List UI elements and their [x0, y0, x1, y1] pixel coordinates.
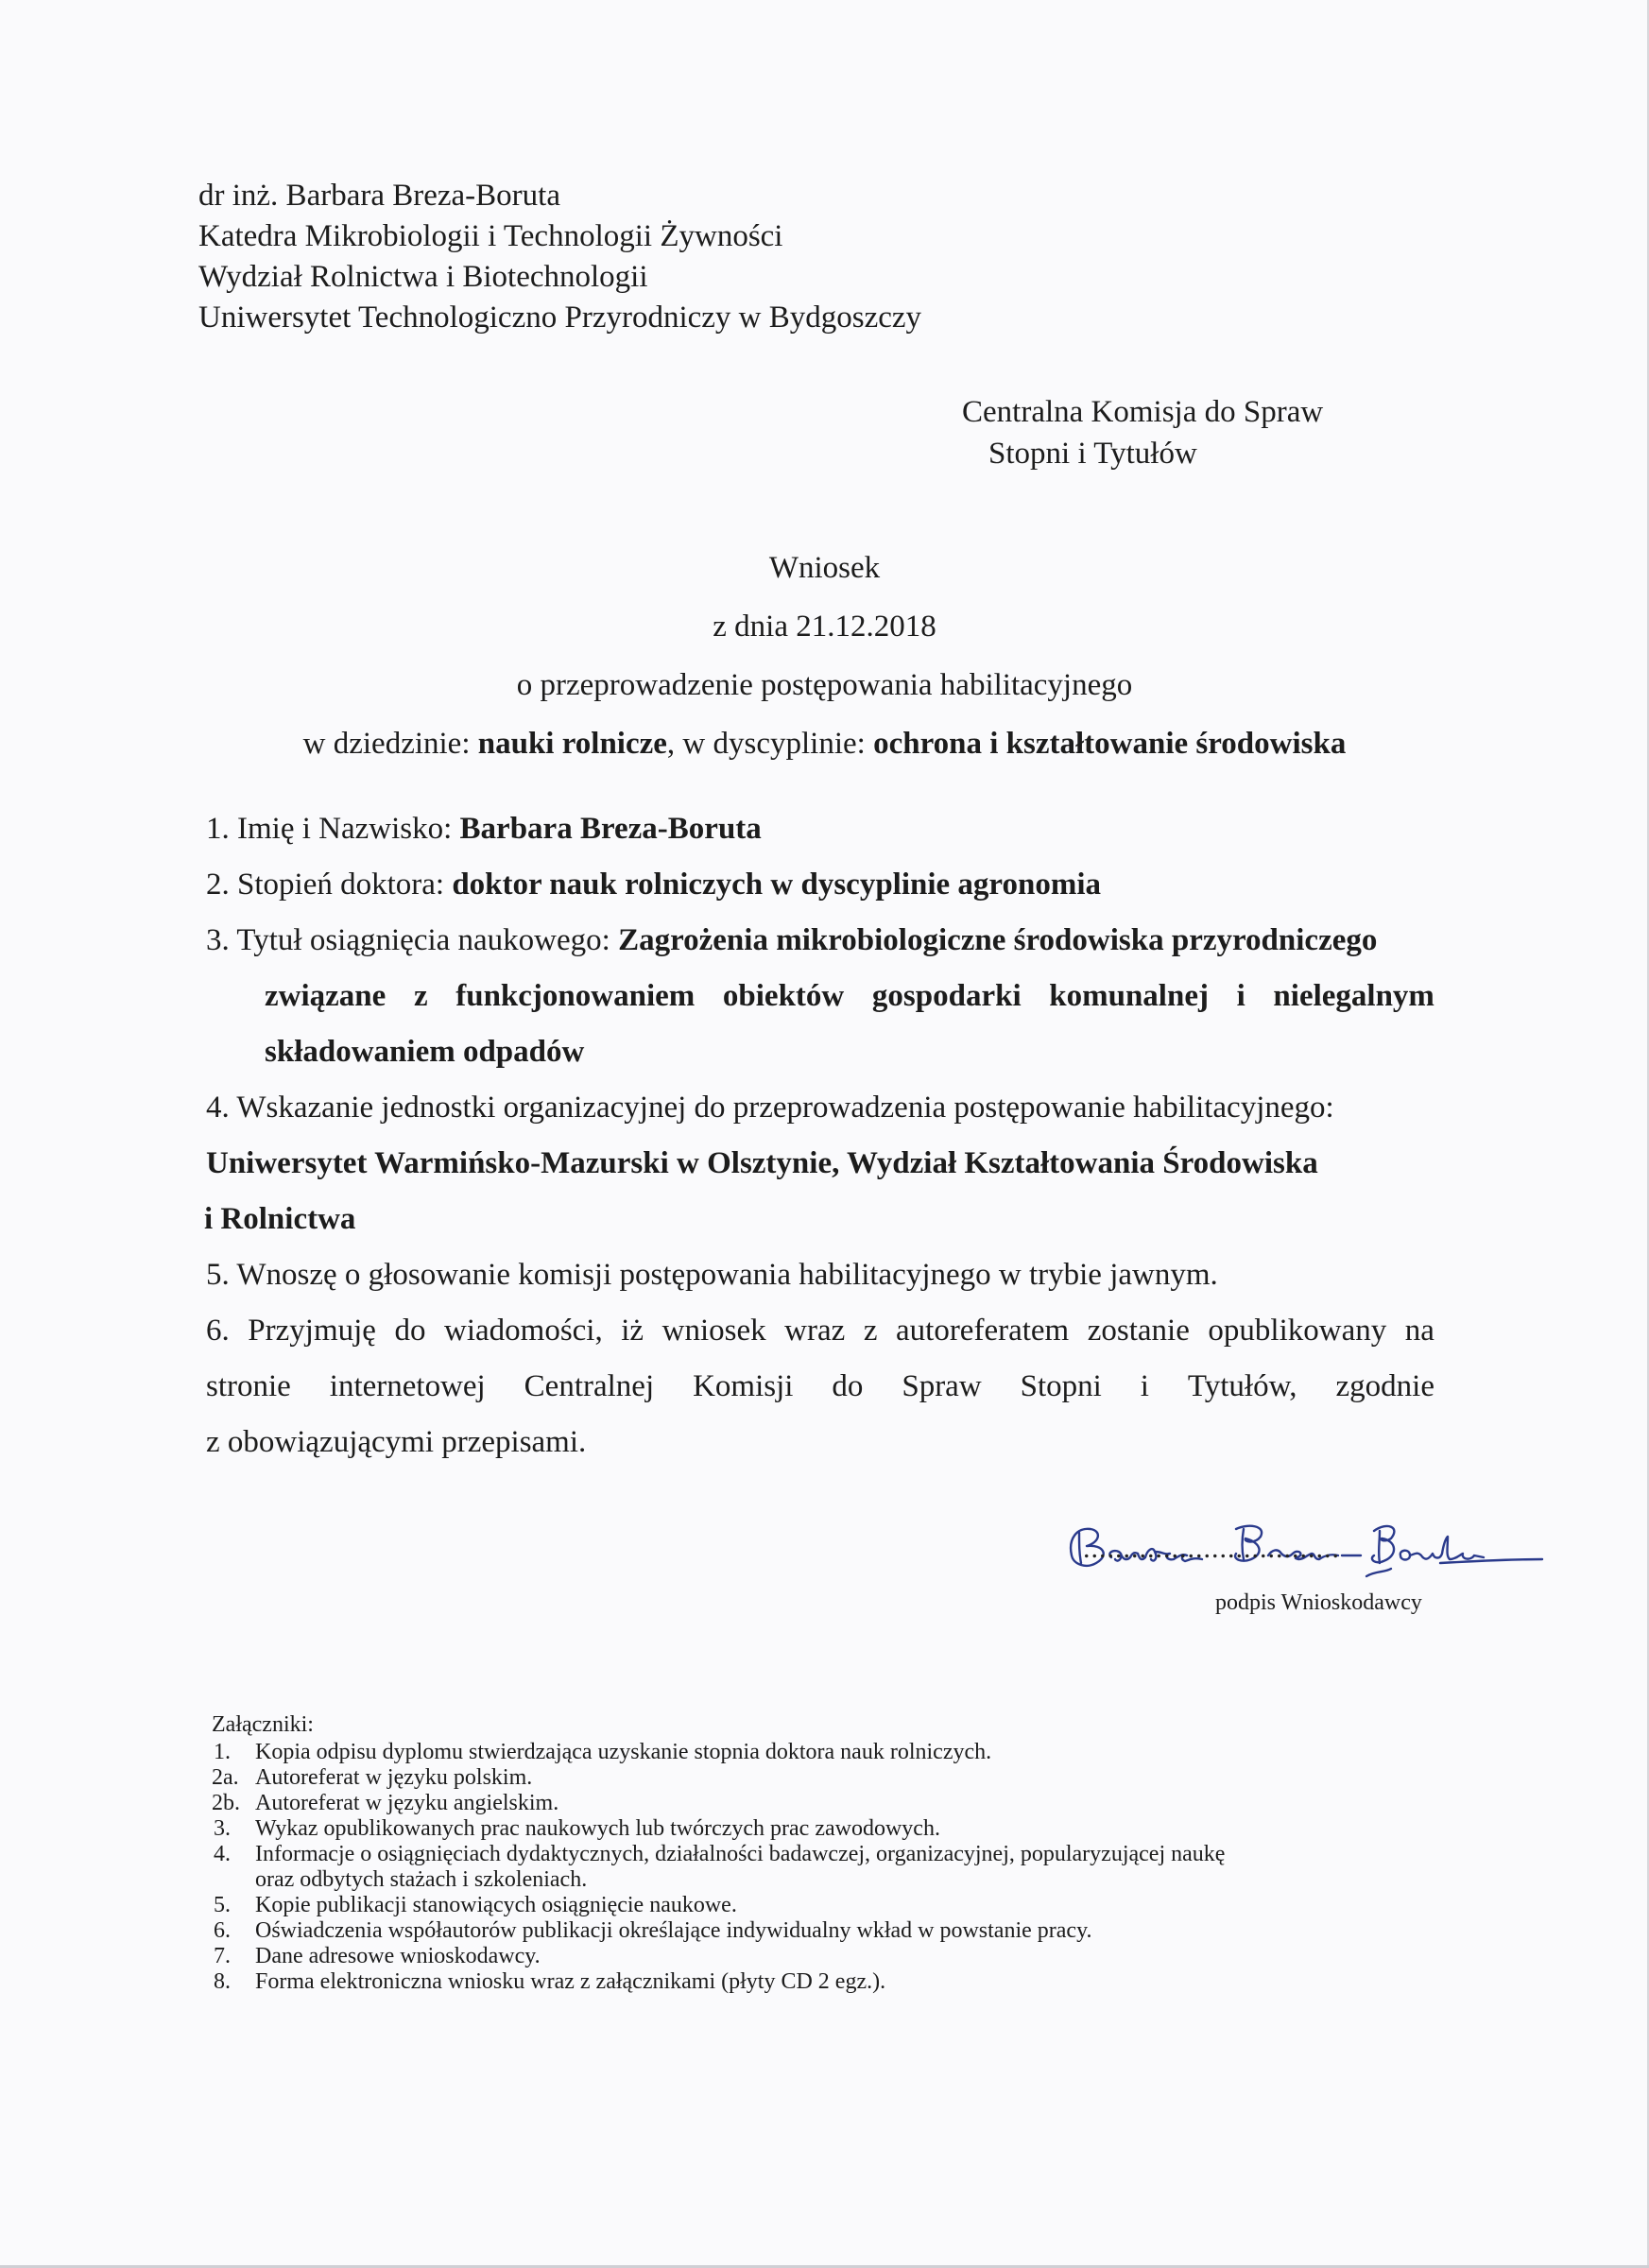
item-6-line-3: z obowiązującymi przepisami. [206, 1425, 587, 1459]
document-heading: Wniosek [768, 551, 881, 585]
sender-university: Uniwersytet Technologiczno Przyrodniczy w Bydgoszczy [198, 301, 922, 335]
word: i [1236, 979, 1245, 1013]
field-prefix: w dziedzinie: [302, 727, 478, 761]
item-3-value-line-2 [265, 969, 1434, 1024]
item-3-line-2 [206, 969, 1434, 1024]
item-3 [206, 913, 1434, 969]
attachment-text: Kopie publikacji stanowiących osiągnięcie naukowe. [255, 1893, 737, 1917]
attachment-number: 3. [214, 1816, 231, 1841]
item-4-value-line-2 [204, 1192, 1434, 1247]
document-subject: o przeprowadzenie postępowania habilitacyjnego [516, 668, 1133, 702]
word: Centralnej [524, 1369, 655, 1403]
addressee-line-1: Centralna Komisja do Spraw [962, 395, 1324, 429]
attachments-block [212, 1712, 1469, 1995]
attachment-text-line-1: Informacje o osiągnięciach dydaktycznych, działalności badawczej, organizacyjnej, popularyzującej naukę [255, 1842, 1226, 1866]
word: zgodnie [1335, 1369, 1434, 1403]
item-3-value-line-1: Zagrożenia mikrobiologiczne środowiska przyrodniczego [618, 923, 1378, 957]
attachment-item [212, 1816, 1469, 1842]
item-6-line-2 [206, 1359, 1434, 1415]
item-2-label: 2. Stopień doktora: [206, 868, 453, 902]
word: związane [265, 979, 386, 1013]
attachment-item [212, 1740, 1469, 1765]
attachment-item [212, 1969, 1469, 1995]
word: i [1140, 1369, 1149, 1403]
attachment-item [212, 1944, 1469, 1969]
word: iż [621, 1314, 644, 1348]
word: Spraw [902, 1369, 982, 1403]
word: opublikowany [1208, 1314, 1387, 1348]
word: z [413, 979, 428, 1013]
attachment-text: Autoreferat w języku angielskim. [255, 1791, 559, 1815]
attachment-text-line-2: oraz odbytych stażach i szkoleniach. [255, 1867, 588, 1892]
item-1-label: 1. Imię i Nazwisko: [206, 812, 460, 846]
attachment-number: 6. [214, 1918, 231, 1943]
discipline-value: ochrona i kształtowanie środowiska [873, 727, 1347, 761]
attachment-text: Oświadczenia współautorów publikacji określające indywidualny wkład w powstanie pracy. [255, 1918, 1092, 1943]
word: na [1404, 1314, 1434, 1348]
addressee-line-2: Stopni i Tytułów [988, 437, 1197, 471]
item-6-line-1 [206, 1303, 1434, 1359]
word: Komisji [693, 1369, 794, 1403]
item-1 [206, 801, 1434, 857]
sender-block [198, 176, 921, 338]
field-value: nauki rolnicze [477, 727, 667, 761]
attachment-item [212, 1918, 1469, 1944]
attachment-item [212, 1893, 1469, 1918]
document-date: z dnia 21.12.2018 [713, 610, 936, 644]
item-4-value-line-1 [206, 1136, 1434, 1192]
word: wraz [784, 1314, 846, 1348]
word: autoreferatem [896, 1314, 1070, 1348]
sender-department: Katedra Mikrobiologii i Technologii Żywności [198, 219, 783, 253]
item-1-value: Barbara Breza-Boruta [459, 812, 762, 846]
word: do [832, 1369, 864, 1403]
word: komunalnej [1049, 979, 1209, 1013]
attachment-text: Kopia odpisu dyplomu stwierdzająca uzyskanie stopnia doktora nauk rolniczych. [255, 1740, 992, 1764]
item-4-unit-cont: i Rolnictwa [204, 1202, 356, 1236]
attachment-text: Dane adresowe wnioskodawcy. [255, 1944, 541, 1968]
word: obiektów [722, 979, 845, 1013]
item-2 [206, 857, 1434, 913]
word: Tytułów, [1187, 1369, 1297, 1403]
word: internetowej [329, 1369, 486, 1403]
field-and-discipline [0, 714, 1649, 773]
application-items [206, 801, 1434, 1470]
word: 6. [206, 1314, 230, 1348]
attachment-number: 1. [214, 1740, 231, 1764]
item-3-value-line-3: składowaniem odpadów [265, 1035, 585, 1069]
attachments-heading: Załączniki: [212, 1712, 314, 1737]
signature-caption: podpis Wnioskodawcy [1215, 1590, 1422, 1615]
attachment-text [255, 1842, 1469, 1893]
word: z [863, 1314, 878, 1348]
word: funkcjonowaniem [455, 979, 696, 1013]
attachment-number: 2b. [212, 1791, 240, 1815]
discipline-prefix: , w dyscyplinie: [666, 727, 874, 761]
attachment-number: 5. [214, 1893, 231, 1917]
item-4: 4. Wskazanie jednostki organizacyjnej do przeprowadzenia postępowanie habilitacyjnego: [206, 1091, 1334, 1125]
attachment-number: 2a. [212, 1765, 239, 1790]
item-5: 5. Wnoszę o głosowanie komisji postępowania habilitacyjnego w trybie jawnym. [206, 1258, 1218, 1292]
item-4-unit: Uniwersytet Warmińsko-Mazurski w Olsztynie, Wydział Kształtowania Środowiska [206, 1146, 1318, 1180]
word: zostanie [1087, 1314, 1190, 1348]
sender-faculty: Wydział Rolnictwa i Biotechnologii [198, 260, 648, 294]
attachment-number: 8. [214, 1969, 231, 1994]
word: Stopni [1020, 1369, 1102, 1403]
word: wiadomości, [444, 1314, 603, 1348]
word: gospodarki [871, 979, 1022, 1013]
word: stronie [206, 1369, 291, 1403]
attachment-item [212, 1791, 1469, 1816]
word: do [394, 1314, 426, 1348]
signature-dotted-line: ................................ [1083, 1533, 1340, 1564]
title-block [0, 539, 1649, 773]
word: Przyjmuję [248, 1314, 376, 1348]
attachment-item [212, 1765, 1469, 1791]
attachment-number: 7. [214, 1944, 231, 1968]
item-3-line-3 [206, 1024, 1434, 1080]
attachment-item [212, 1842, 1469, 1893]
attachment-text: Forma elektroniczna wniosku wraz z załącznikami (płyty CD 2 egz.). [255, 1969, 886, 1994]
attachment-text: Autoreferat w języku polskim. [255, 1765, 533, 1790]
item-2-value: doktor nauk rolniczych w dyscyplinie agronomia [452, 868, 1101, 902]
word: wniosek [661, 1314, 766, 1348]
addressee-block [962, 391, 1323, 474]
item-3-label: 3. Tytuł osiągnięcia naukowego: [206, 923, 619, 957]
word: nielegalnym [1273, 979, 1434, 1013]
attachment-number: 4. [214, 1842, 231, 1866]
attachment-text: Wykaz opublikowanych prac naukowych lub twórczych prac zawodowych. [255, 1816, 940, 1841]
sender-name: dr inż. Barbara Breza-Boruta [198, 179, 560, 213]
